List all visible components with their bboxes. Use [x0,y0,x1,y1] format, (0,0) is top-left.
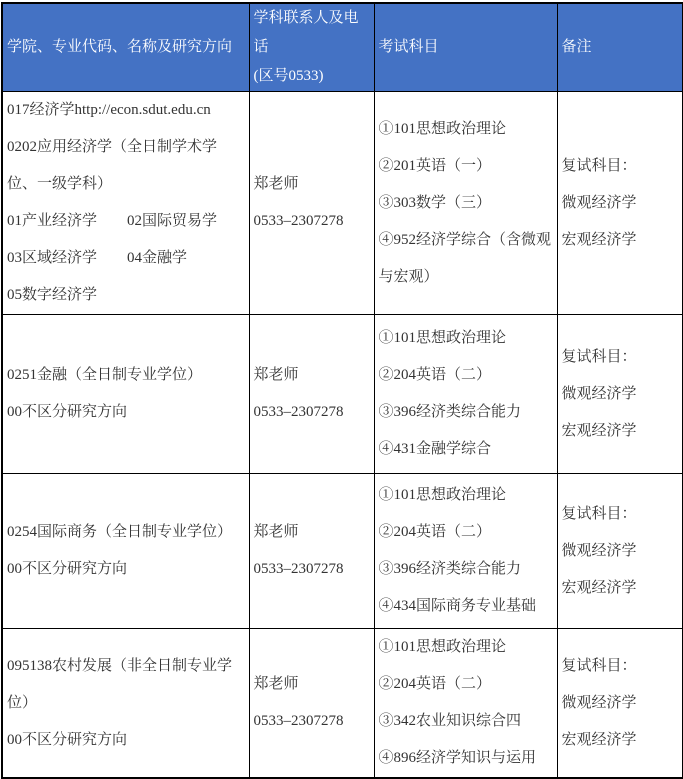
cell-line: 01产业经济学 02国际贸易学 [7,213,218,229]
exam-subjects-cell [374,474,557,629]
cell-line: 郑老师 [253,367,299,383]
cell-line: 00不区分研究方向 [7,404,128,420]
cell-line: 03区域经济学 04金融学 [7,250,188,266]
cell-line: ①101思想政治理论 [378,120,507,137]
cell-line: ②204英语（二） [378,367,492,383]
cell-line: 0533–2307278 [253,404,344,420]
table-row [2,474,683,629]
contact-cell [249,315,374,474]
contact-cell [249,629,374,779]
header-contact-line1: 学科联系人及电话 [253,10,359,55]
cell-line: ③303数学（三） [378,194,492,211]
cell-line: 0254国际商务（全日制专业学位） [7,524,233,540]
cell-line: 郑老师 [253,676,299,692]
header-row [2,3,683,92]
header-exams: 考试科目 [374,3,557,92]
program-cell [2,474,249,629]
cell-line: ④896经济学知识与运用 [378,750,537,766]
cell-line: ④431金融学综合 [378,441,492,457]
cell-line: 00不区分研究方向 [7,731,128,748]
program-cell [2,315,249,474]
table-row [2,629,683,779]
cell-line: 00不区分研究方向 [7,561,128,577]
cell-line: 郑老师 [253,176,299,192]
cell-line: 宏观经济学 [561,422,637,439]
header-notes: 备注 [557,3,683,92]
header-program: 学院、专业代码、名称及研究方向 [2,3,249,92]
exam-subjects-cell [374,629,557,779]
cell-line: 郑老师 [253,524,299,540]
cell-line: ③342农业知识综合四 [378,713,522,729]
cell-line: 0202应用经济学（全日制学术学位、一级学科） [7,139,218,192]
cell-line: ③396经济类综合能力 [378,561,522,577]
exam-subjects-cell [374,92,557,315]
exam-subjects-cell [374,315,557,474]
cell-line: 宏观经济学 [561,231,637,248]
cell-line: 095138农村发展（非全日制专业学位） [7,657,233,711]
cell-line: 微观经济学 [561,385,637,402]
cell-line: 0533–2307278 [253,713,344,729]
cell-line: 微观经济学 [561,694,637,711]
program-cell [2,92,249,315]
cell-line: ④952经济学综合（含微观与宏观） [378,231,552,285]
cell-line: 复试科目： [561,348,637,365]
cell-line: ①101思想政治理论 [378,330,507,346]
admissions-table [1,2,683,779]
cell-line: ①101思想政治理论 [378,639,507,655]
cell-line: 0533–2307278 [253,213,344,229]
cell-line: ②204英语（二） [378,676,492,692]
contact-cell [249,474,374,629]
cell-line: 017经济学http://econ.sdut.edu.cn [7,102,211,118]
cell-line: 微观经济学 [561,194,637,211]
notes-cell [557,629,683,779]
notes-cell [557,474,683,629]
header-contact [249,3,374,92]
cell-line: 0251金融（全日制专业学位） [7,367,203,383]
cell-line: 微观经济学 [561,542,637,559]
table-row [2,315,683,474]
table-row [2,92,683,315]
program-cell [2,629,249,779]
contact-cell [249,92,374,315]
header-contact-line2: (区号0533) [253,68,324,84]
cell-line: ②201英语（一） [378,157,492,174]
cell-line: 宏观经济学 [561,731,637,748]
cell-line: 宏观经济学 [561,579,637,596]
cell-line: ④434国际商务专业基础 [378,598,537,614]
cell-line: 0533–2307278 [253,561,344,577]
cell-line: 复试科目： [561,505,637,522]
notes-cell [557,315,683,474]
cell-line: ②204英语（二） [378,524,492,540]
cell-line: 复试科目： [561,657,637,674]
cell-line: ③396经济类综合能力 [378,404,522,420]
cell-line: 复试科目： [561,157,637,174]
notes-cell [557,92,683,315]
cell-line: 05数字经济学 [7,287,98,303]
cell-line: ①101思想政治理论 [378,487,507,503]
